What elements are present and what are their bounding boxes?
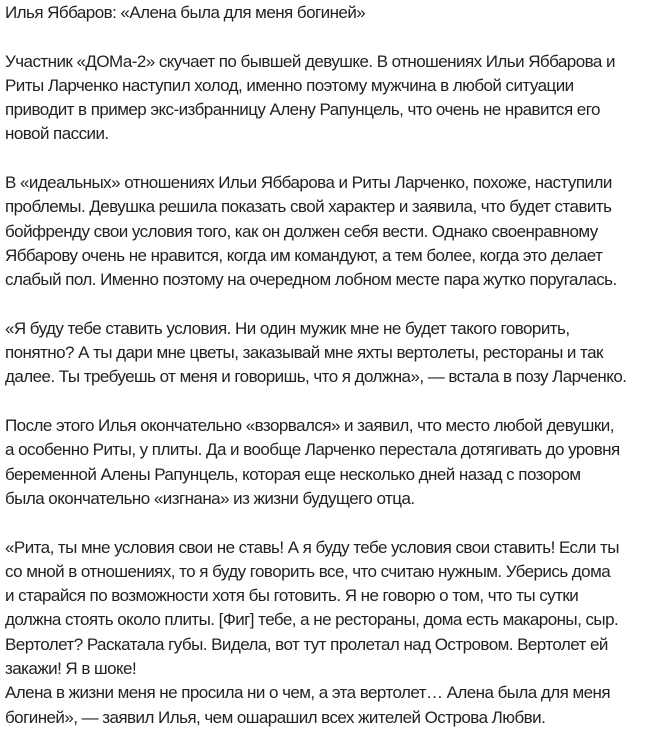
text-line: Участник «ДОМа-2» скучает по бывшей девушке. В отношениях Ильи Яббарова и [5,51,615,71]
text-line: беременной Алены Рапунцель, которая еще несколько дней назад с позором [5,464,581,484]
text-line: закажи! Я в шоке! [5,659,137,679]
text-line: была окончательно «изгнана» из жизни будущего отца. [5,488,415,508]
text-line: Риты Ларченко наступил холод, именно поэтому мужчина в любой ситуации [5,75,574,95]
text-line: и старайся по возможности хотя бы готовить. Я не говорю о том, что ты сутки [5,586,579,606]
paragraph-5-quote [5,536,670,730]
text-line: новой пассии. [5,124,109,144]
text-line: «Я буду тебе ставить условия. Ни один мужик мне не будет такого говорить, [5,318,570,338]
text-line: понятно? А ты дари мне цветы, заказывай мне яхты вертолеты, рестораны и так [5,343,603,363]
paragraph-2 [5,171,670,292]
text-line: должна стоять около плиты. [Фиг] тебе, а не рестораны, дома есть макароны, сыр. [5,610,619,630]
text-line: «Рита, ты мне условия свои не ставь! А я буду тебе условия свои ставить! Если ты [5,537,619,557]
article-title [5,1,670,25]
paragraph-4 [5,414,670,511]
paragraph-1 [5,50,670,147]
text-line: а особенно Риты, у плиты. Да и вообще Ларченко перестала дотягивать до уровня [5,440,620,460]
text-line: В «идеальных» отношениях Ильи Яббарова и Риты Ларченко, похоже, наступили [5,173,612,193]
text-line: Алена в жизни меня не просила ни о чем, а эта вертолет… Алена была для меня [5,683,610,703]
title-text: Илья Яббаров: «Алена была для меня богиней» [5,3,366,22]
text-line: бойфренду свои условия того, как он должен себя вести. Однако своенравному [5,221,598,241]
text-line: со мной в отношениях, то я буду говорить все, что считаю нужным. Уберись дома [5,561,611,581]
text-line: Вертолет? Раскатала губы. Видела, вот тут пролетал над Островом. Вертолет ей [5,634,608,654]
paragraph-3-quote [5,317,670,390]
text-line: слабый пол. Именно поэтому на очередном лобном месте пара жутко поругалась. [5,270,617,290]
text-line: далее. Ты требуешь от меня и говоришь, что я должна», — встала в позу Ларченко. [5,367,627,387]
text-line: приводит в пример экс-избранницу Алену Рапунцель, что очень не нравится его [5,100,600,120]
text-line: богиней», — заявил Илья, чем ошарашил всех жителей Острова Любви. [5,707,546,727]
text-line: После этого Илья окончательно «взорвался» и заявил, что место любой девушки, [5,416,614,436]
text-line: проблемы. Девушка решила показать свой характер и заявила, что будет ставить [5,197,612,217]
text-line: Яббарову очень не нравится, когда им командуют, а тем более, когда это делает [5,245,603,265]
